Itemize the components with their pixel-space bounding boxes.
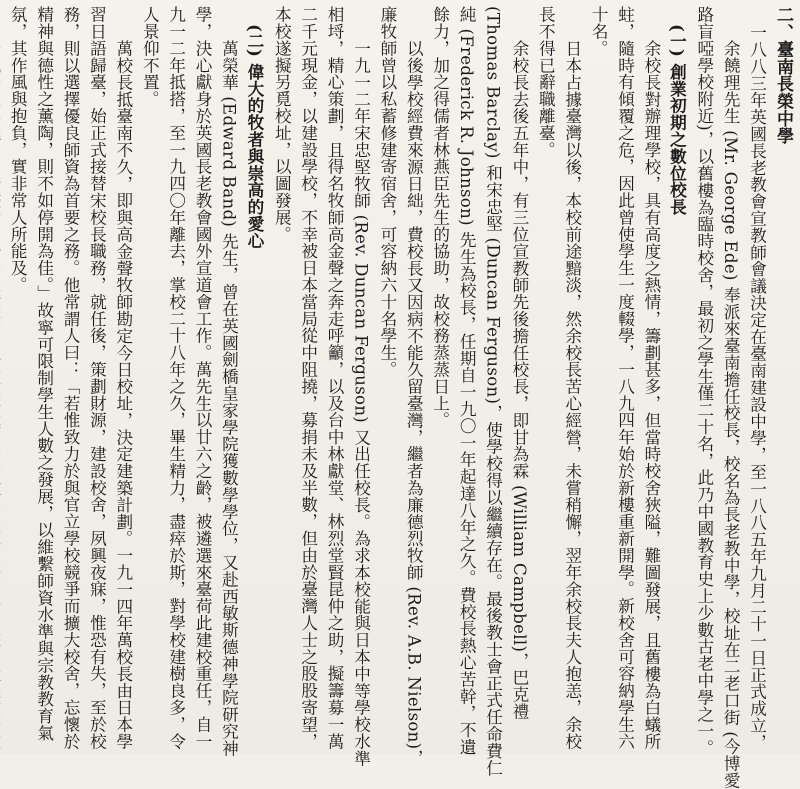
text-column: 路盲啞學校附近)，以舊樓為臨時校舍，最初之學生僅二十名，此乃中國教育史上少數古老中學之一。 xyxy=(694,6,714,757)
text-column: 余饒理先生 (Mr. George Ede) 奉派來臺南擔任校長，校名為長老教中學，校址在二老口街 (今博愛 xyxy=(721,40,741,789)
text-column xyxy=(0,6,4,748)
text-column: 九一二年抵搭，至一九四〇年離去，掌校二十八年之久，畢生精力，盡瘁於斯，對學校建樹良多，令 xyxy=(166,6,186,750)
subsection-heading: (二) 偉大的牧者與崇高的愛心 xyxy=(244,24,265,250)
text-column: 廉牧師曾以私蓄修建寄宿舍，可容納六十名學生。 xyxy=(377,6,397,378)
text-column: 精神與德性之薰陶，則不如停開為佳。」故寧可限制學生人數之發展，以維繫師資水準與宗教教育氣 xyxy=(34,6,54,742)
text-column: 餘力，加之得儒者林燕臣先生的協助，故校務蒸蒸日上。 xyxy=(430,6,450,429)
text-column: 余校長對辦理學校，具有高度之熱情，籌劃甚多，但當時校舍狹隘，難圖發展，且舊樓為白蟻所 xyxy=(641,40,661,750)
text-column: 人景仰不置。 xyxy=(140,6,160,108)
text-column: 二千元現金，以建設學校，不幸被日本當局從中阻撓，募捐未及半數，但由於臺灣人士之股股寄望， xyxy=(298,6,318,750)
text-column: 余校長去後五年中，有三位宣教師先後擔任校長，即甘為霖 (William Campbell)，巴克禮 xyxy=(509,40,529,720)
text-column: 純 (Frederick R. Johnson) 先生為校長，任期自一九〇一年起達八年之久。費校長熱心苦幹，不遺 xyxy=(457,6,477,756)
text-column: 長不得已辭職離臺。 xyxy=(536,6,556,159)
text-column: 以後學校經費來源日絀，費校長又因病不能久留臺灣，繼者為廉德烈牧師 (Rev. A.B. Nielson)， xyxy=(404,40,424,767)
vertical-text-body xyxy=(4,6,796,789)
text-column: 一九一二年宋忠堅牧師 (Rev. Duncan Ferguson) 又出任校長。為求本校能與日本中等學校水準 xyxy=(351,40,371,767)
text-column: 學，決心獻身於英國長老教會國外宣道會工作。萬先生以廿六之齡，被遴選來臺荷此建校重任，自一 xyxy=(193,6,213,750)
text-column: 相埒，精心策劃，且得名牧師高金聲之奔走呼籲，以及台中林獻堂、林烈堂賢昆仲之助，擬籌募一萬 xyxy=(325,6,345,750)
text-column: 本校遂擬另覓校址，以圖發展。 xyxy=(272,6,292,243)
text-column: 務，則以選擇優良師資為首要之務。他常謂人曰：「若惟致力於與官立學校競爭而擴大校舍，忘懷於 xyxy=(61,6,81,750)
text-column: 萬校長抵臺南不久，即與高金聲牧師勘定今日校址，決定建築計劃。一九一四年萬校長由日本學 xyxy=(113,40,133,750)
text-column: (Thomas Barclay) 和宋忠堅 (Duncan Ferguson)，使學校得以繼續存在。最後教士會正式任命費仁 xyxy=(483,6,503,777)
section-title: 二、臺南長榮中學 xyxy=(773,6,793,145)
text-column: 萬榮華 (Edward Band) 先生，曾在英國劍橋皇家學院獲數學學位，又赴西敏斯德神學院研究神 xyxy=(219,40,239,757)
text-column: 蛀，隨時有傾覆之危，因此曾使學生一度輟學，一八九四年始於新樓重新開學。新校舍可容納學生六 xyxy=(615,6,635,750)
text-column: 習日語歸臺，始正式接替宋校長職務，就任後，策劃財源，建設校舍，夙興夜寐，惟恐有失，至於校 xyxy=(87,6,107,750)
subsection-heading: (一) 創業初期之數位校長 xyxy=(667,24,688,216)
text-column: 日本占據臺灣以後，本校前途黯淡，然余校長苦心經營，未嘗稍懈，翌年余校長夫人抱恙，余校 xyxy=(562,40,582,750)
text-column: 十名。 xyxy=(589,6,609,57)
text-column: 氛，其作風與抱負，實非常人所能及。 xyxy=(8,6,28,294)
text-column: 一八八三年英國長老教會宣教師會議決定在臺南建設中學，至一八八五年九月二十一日正式成立， xyxy=(747,24,767,751)
